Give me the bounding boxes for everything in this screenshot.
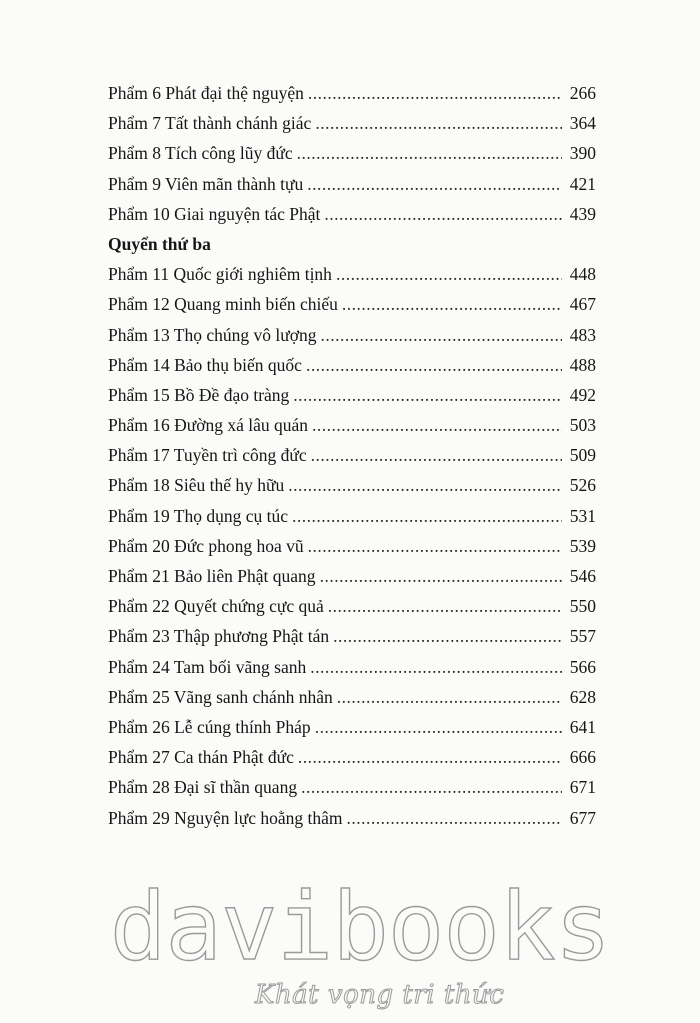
toc-entry-page-number: 539 bbox=[569, 535, 596, 556]
dot-leader bbox=[315, 712, 562, 742]
toc-entry bbox=[108, 380, 596, 410]
toc-entry bbox=[108, 591, 596, 621]
dot-leader bbox=[298, 742, 562, 772]
toc-entry bbox=[108, 289, 596, 319]
toc-entry bbox=[108, 652, 596, 682]
toc-entry bbox=[108, 742, 596, 772]
dot-leader bbox=[342, 289, 562, 319]
toc-entry bbox=[108, 621, 596, 651]
dot-leader bbox=[333, 621, 562, 651]
dot-leader bbox=[315, 108, 562, 138]
toc-entry-title: Phẩm 23 Thập phương Phật tán bbox=[108, 626, 330, 647]
toc-entry-title: Phẩm 15 Bồ Đề đạo tràng bbox=[108, 384, 290, 405]
toc-entry-title: Phẩm 21 Bảo liên Phật quang bbox=[108, 566, 316, 586]
toc-entry-page-number: 266 bbox=[569, 83, 596, 103]
dot-leader bbox=[308, 531, 562, 561]
watermark-slogan: Khát vọng tri thức bbox=[255, 980, 505, 1010]
toc-entry-page-number: 364 bbox=[569, 113, 596, 134]
toc-entry-page-number: 488 bbox=[569, 354, 596, 375]
toc-entry-title: Phẩm 14 Bảo thụ biến quốc bbox=[108, 354, 302, 375]
toc-entry-title: Phẩm 6 Phát đại thệ nguyện bbox=[108, 83, 304, 103]
toc-entry bbox=[108, 772, 596, 802]
section-heading: Quyển thứ ba bbox=[108, 233, 211, 254]
toc-entry bbox=[108, 712, 596, 742]
toc-entry-page-number: 550 bbox=[569, 596, 596, 617]
toc-entry bbox=[108, 320, 596, 350]
toc-entry-title: Phẩm 29 Nguyện lực hoằng thâm bbox=[108, 807, 343, 828]
toc-entry bbox=[108, 561, 596, 591]
watermark-brand: davibooks bbox=[109, 873, 611, 982]
toc-entry-page-number: 467 bbox=[569, 294, 596, 315]
dot-leader bbox=[310, 652, 562, 682]
dot-leader bbox=[301, 772, 562, 802]
toc-entry bbox=[108, 531, 596, 561]
toc-entry bbox=[108, 108, 596, 138]
dot-leader bbox=[336, 259, 562, 289]
toc-entry bbox=[108, 350, 596, 380]
toc-entry bbox=[108, 803, 596, 833]
dot-leader bbox=[347, 803, 562, 833]
dot-leader bbox=[328, 591, 562, 621]
dot-leader bbox=[320, 320, 562, 350]
toc-entries-group-a bbox=[108, 78, 596, 229]
dot-leader bbox=[306, 350, 562, 380]
toc-entry-title: Phẩm 12 Quang minh biến chiếu bbox=[108, 294, 338, 315]
toc-entry-title: Phẩm 19 Thọ dụng cụ túc bbox=[108, 505, 289, 526]
toc-entry-page-number: 566 bbox=[569, 656, 596, 677]
toc-entry-title: Phẩm 24 Tam bối vãng sanh bbox=[108, 656, 307, 677]
toc-entry bbox=[108, 410, 596, 440]
toc-entry bbox=[108, 259, 596, 289]
toc-entry-page-number: 628 bbox=[569, 686, 596, 707]
toc-entry-page-number: 448 bbox=[569, 264, 596, 285]
toc-entry-page-number: 557 bbox=[569, 626, 596, 647]
toc-entry bbox=[108, 470, 596, 500]
toc-entry-page-number: 546 bbox=[569, 566, 596, 586]
dot-leader bbox=[293, 380, 562, 410]
toc-entry-page-number: 666 bbox=[569, 747, 596, 768]
dot-leader bbox=[311, 440, 562, 470]
toc-entry-page-number: 531 bbox=[569, 505, 596, 526]
toc-entry bbox=[108, 501, 596, 531]
toc-entry-title: Phẩm 25 Vãng sanh chánh nhân bbox=[108, 686, 333, 707]
toc-entry-page-number: 390 bbox=[569, 143, 596, 164]
dot-leader bbox=[307, 169, 562, 199]
toc-entry-title: Phẩm 26 Lễ cúng thính Pháp bbox=[108, 716, 311, 737]
toc-entry-title: Phẩm 9 Viên mãn thành tựu bbox=[108, 173, 304, 194]
toc-entry-page-number: 492 bbox=[569, 384, 596, 405]
toc-entry-page-number: 503 bbox=[569, 415, 596, 436]
toc-entry-title: Phẩm 17 Tuyền trì công đức bbox=[108, 445, 307, 466]
toc-entry-title: Phẩm 28 Đại sĩ thần quang bbox=[108, 777, 298, 798]
toc-entry-title: Phẩm 8 Tích công lũy đức bbox=[108, 143, 293, 164]
dot-leader bbox=[312, 410, 562, 440]
toc-entry-page-number: 641 bbox=[569, 716, 596, 737]
toc-entry-page-number: 509 bbox=[569, 445, 596, 466]
toc-entry-title: Phẩm 16 Đường xá lâu quán bbox=[108, 415, 309, 436]
toc-entry bbox=[108, 78, 596, 108]
toc-entry-page-number: 526 bbox=[569, 475, 596, 496]
dot-leader bbox=[324, 199, 562, 229]
dot-leader bbox=[292, 501, 562, 531]
dot-leader bbox=[297, 138, 562, 168]
toc-entry-page-number: 483 bbox=[569, 324, 596, 345]
toc-entry bbox=[108, 199, 596, 229]
toc-entry-title: Phẩm 27 Ca thán Phật đức bbox=[108, 747, 294, 768]
toc-entry-page-number: 677 bbox=[569, 807, 596, 828]
dot-leader bbox=[288, 470, 562, 500]
toc-entry-title: Phẩm 7 Tất thành chánh giác bbox=[108, 113, 312, 134]
toc-entry-title: Phẩm 22 Quyết chứng cực quả bbox=[108, 596, 324, 617]
toc-entry bbox=[108, 440, 596, 470]
toc-entry-title: Phẩm 18 Siêu thế hy hữu bbox=[108, 475, 285, 496]
toc-entry-title: Phẩm 13 Thọ chúng vô lượng bbox=[108, 324, 317, 345]
toc-entries-group-b bbox=[108, 259, 596, 833]
dot-leader bbox=[320, 561, 562, 591]
dot-leader bbox=[308, 78, 562, 108]
table-of-contents bbox=[108, 78, 596, 833]
toc-entry-page-number: 671 bbox=[569, 777, 596, 798]
toc-entry-title: Phẩm 20 Đức phong hoa vũ bbox=[108, 535, 304, 556]
toc-entry-page-number: 421 bbox=[569, 173, 596, 194]
toc-entry-page-number: 439 bbox=[569, 203, 596, 224]
toc-entry bbox=[108, 138, 596, 168]
toc-entry-title: Phẩm 10 Giai nguyện tác Phật bbox=[108, 203, 321, 224]
toc-entry-title: Phẩm 11 Quốc giới nghiêm tịnh bbox=[108, 264, 332, 285]
toc-entry bbox=[108, 169, 596, 199]
dot-leader bbox=[337, 682, 562, 712]
toc-entry bbox=[108, 682, 596, 712]
